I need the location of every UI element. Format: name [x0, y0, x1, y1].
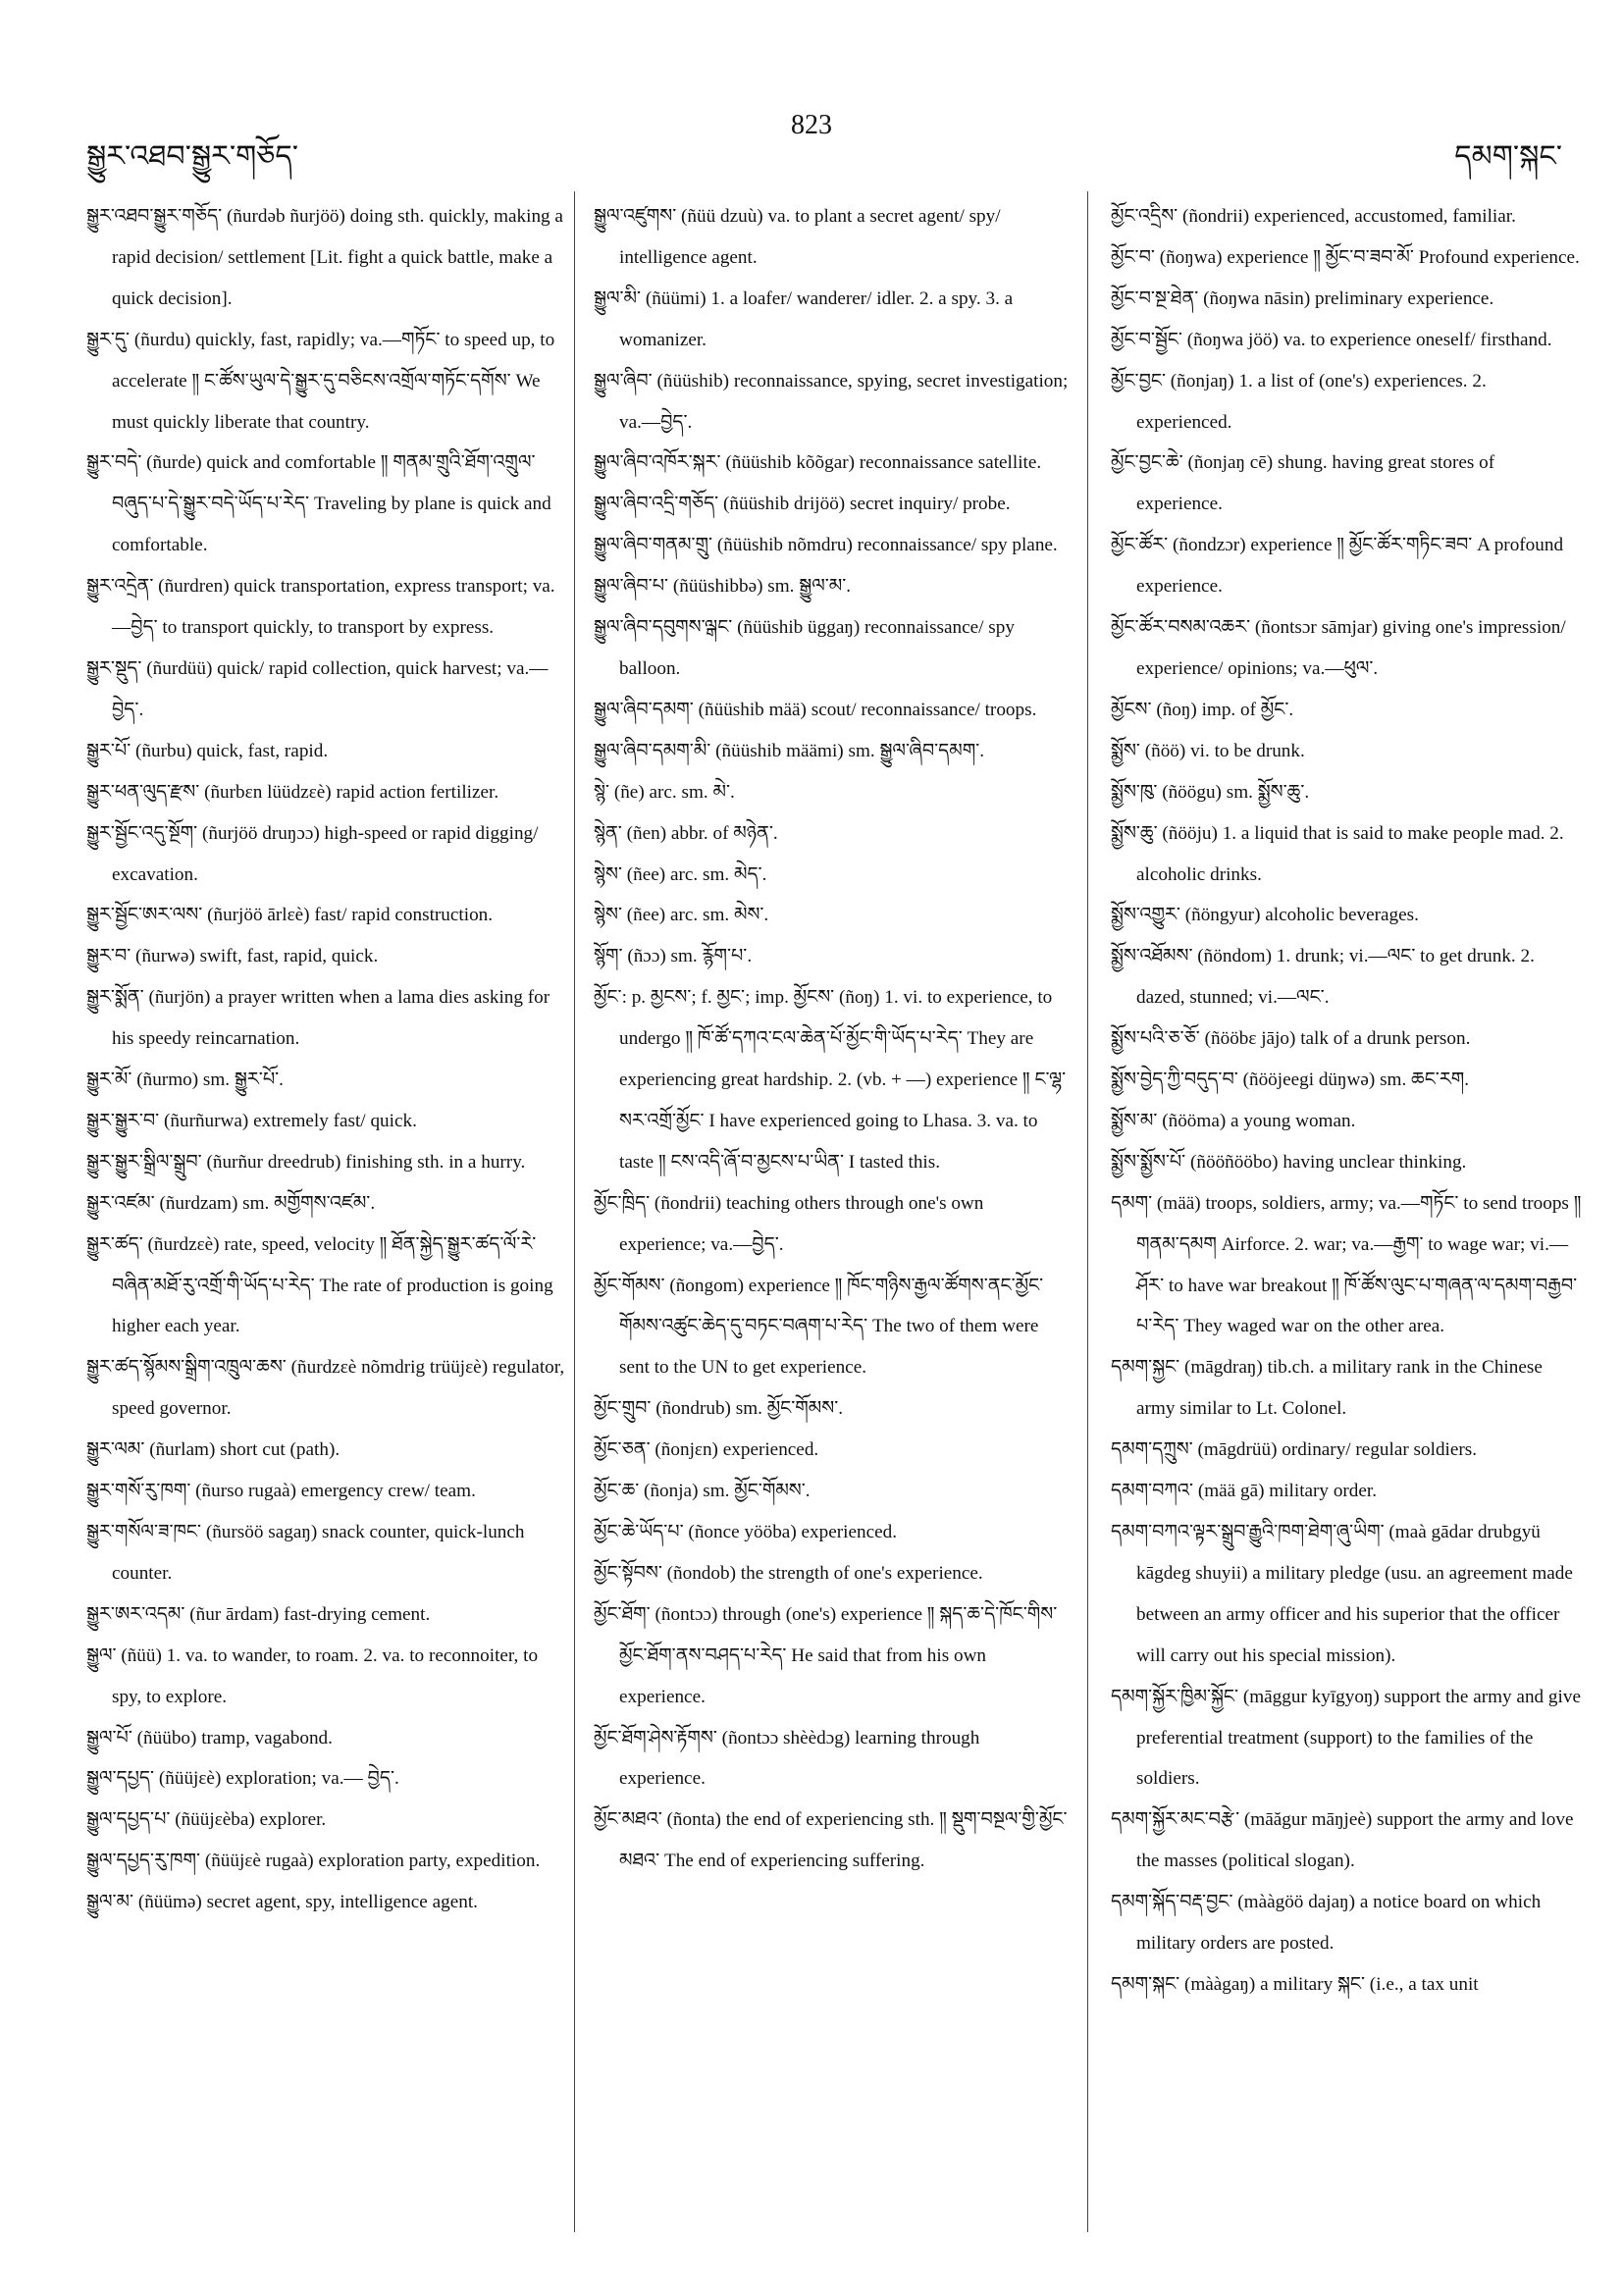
dictionary-entry: སྒྱུར་སྦྱོང་འདུ་སྔོག་ (ñurjöö druŋɔɔ) high-speed or rapid digging/ excavation. — [86, 822, 539, 885]
dictionary-entry: སྒྱུལ་ཞིབ་དམག་ (ñüüshib mää) scout/ reconnaissance/ troops. — [594, 699, 1037, 720]
dictionary-entry: སྒྱུར་ལམ་ (ñurlam) short cut (path). — [86, 1439, 340, 1461]
dictionary-entry: མྱོང་བ་སྦྱོང་ (ñoŋwa jöö) va. to experience oneself/ firsthand. — [1111, 329, 1552, 350]
dictionary-entry: མྱོང་མཐའ་ (ñonta) the end of experiencing sth. ༎ སྡུག་བསྔལ་གྱི་མྱོང་མཐའ་ The end of experiencing suffering. — [594, 1809, 1068, 1872]
dictionary-entry: སྨྱོས་པའི་ཅ་ཅོ་ (ñööbɛ jājo) talk of a drunk person. — [1111, 1028, 1471, 1050]
dictionary-entry: མྱོང་ཚོར་བསམ་འཆར་ (ñontsɔr sāmjar) giving one's impression/ experience/ opinions; va.—ཕུལ་. — [1111, 617, 1566, 679]
dictionary-entry: མྱོང་འདྲིས་ (ñondrii) experienced, accustomed, familiar. — [1111, 206, 1516, 227]
dictionary-entry: སྙེས་ (ñee) arc. sm. མེད་. — [594, 863, 767, 885]
column-divider — [574, 191, 575, 2232]
dictionary-entry: སྒྱུལ་པོ་ (ñüübo) tramp, vagabond. — [86, 1727, 333, 1748]
dictionary-entry: སྒྱུལ་ཞིབ་འཁོར་སྐར་ (ñüüshib kõõgar) reconnaissance satellite. — [594, 452, 1042, 474]
page-header — [0, 110, 1623, 173]
dictionary-entry: སྒྱུར་བ་ (ñurwə) swift, fast, rapid, quick. — [86, 946, 379, 967]
dictionary-entry: སྒྱུལ་འཛུགས་ (ñüü dzuù) va. to plant a secret agent/ spy/ intelligence agent. — [594, 206, 1001, 268]
dictionary-entry: སྒྱུར་སྒྱུར་སྒྲིལ་སྒྲུབ་ (ñurñur dreedrub) finishing sth. in a hurry. — [86, 1151, 526, 1173]
dictionary-entry: མྱོང་བྱང་ཆེ་ (ñonjaŋ cē) shung. having great stores of experience. — [1111, 452, 1495, 515]
dictionary-entry: སྒྱུལ་མི་ (ñüümi) 1. a loafer/ wanderer/ idler. 2. a spy. 3. a womanizer. — [594, 287, 1014, 350]
dictionary-entry: སྒྱུལ་ཞིབ་དམག་མི་ (ñüüshib määmi) sm. སྒྱུལ་ཞིབ་དམག་. — [594, 740, 985, 761]
column-divider — [1087, 191, 1088, 2232]
dictionary-entry: སྙོག་ (ñɔɔ) sm. རྙོག་པ་. — [594, 946, 753, 967]
dictionary-entry: སྒྱུར་འདྲེན་ (ñurdren) quick transportation, express transport; va.—བྱེད་ to transport quickly, to transport by express. — [86, 576, 555, 639]
right-running-headword: དམག་སྐང་ — [1454, 140, 1562, 173]
dictionary-entry: མྱོང་ཚོར་ (ñondzɔr) experience ༎ མྱོང་ཚོར་གཏིང་ཟབ་ A profound experience. — [1111, 535, 1564, 598]
dictionary-entry: མྱོང་ཆེ་ཡོད་པ་ (ñonce yööba) experienced. — [594, 1522, 897, 1542]
dictionary-entry: སྒྱུར་འཐབ་སྒྱུར་གཅོད་ (ñurdəb ñurjöö) doing sth. quickly, making a rapid decision/ settlement [Lit. fight a quick battle, make a quick decision]. — [86, 206, 563, 309]
dictionary-entry: སྨྱོས་བྱེད་ཀྱི་བདུད་བ་ (ñööjeegi düŋwə) sm. ཆང་རག. — [1111, 1070, 1470, 1091]
dictionary-entry: སྒྱུལ་ཞིབ་པ་ (ñüüshibbə) sm. སྒྱུལ་མ་. — [594, 576, 852, 598]
dictionary-entry: མྱོང་ཐོག་ (ñontɔɔ) through (one's) experience ༎ སྐད་ཆ་དེ་ཁོང་གིས་མྱོང་ཐོག་ནས་བཤད་པ་རེད་ He said that from his own experience. — [594, 1603, 1058, 1707]
dictionary-entry: དམག་ (mää) troops, soldiers, army; va.—གཏོང་ to send troops ༎ གནམ་དམག Airforce. 2. war; va.—རྒྱག་ to wage war; vi.—ཤོར་ to have war breakout ༎ ཁོ་ཚོས་ལུང་པ་གཞན་ལ་དམག་བརྒྱབ་པ་རེད་ They waged war on the other area. — [1111, 1192, 1582, 1337]
dictionary-entry: སྒྱུལ་ཞིབ་གནམ་གྲུ་ (ñüüshib nõmdru) reconnaissance/ spy plane. — [594, 535, 1058, 556]
column-2 — [594, 196, 1071, 2276]
dictionary-entry: དམག་སྐོད་བརྡ་བྱང་ (mààgöö dajaŋ) a notice board on which military orders are posted. — [1111, 1892, 1542, 1955]
dictionary-entry: དམག་སྐང་ (mààgaŋ) a military སྐང་ (i.e., a tax unit — [1111, 1973, 1479, 1995]
dictionary-entry: སྒྱུར་གསོལ་ཟ་ཁང་ (ñursöö sagaŋ) snack counter, quick-lunch counter. — [86, 1522, 525, 1584]
dictionary-entry: མྱོང་ཐོག་ཤེས་རྟོགས་ (ñontɔɔ shèèdɔg) learning through experience. — [594, 1727, 980, 1790]
dictionary-entry: སྒྱུལ་དཔྱད་པ་ (ñüüjɛèba) explorer. — [86, 1809, 327, 1831]
dictionary-entry: སྒྱུར་གསོ་རུ་ཁག་ (ñurso rugaà) emergency crew/ team. — [86, 1481, 476, 1502]
dictionary-entry: སྒྱུར་ཚད་སྙོམས་སྒྲིག་འཁྲུལ་ཆས་ (ñurdzɛè nõmdrig trüüjɛè) regulator, speed governor. — [86, 1357, 565, 1420]
dictionary-entry: མྱོང་: p. མྱངས་; f. མྱང་; imp. མྱོངས་ (ñoŋ) 1. vi. to experience, to undergo ༎ ཁོ་ཚོ་དཀའ་ངལ་ཆེན་པོ་མྱོང་གི་ཡོད་པ་རེད་ They are experiencing great hardship. 2. (vb. + —) experience ༎ ང་ལྷ་སར་འགྲོ་མྱོང་ I have experienced going to Lhasa. 3. va. to taste ༎ ངས་འདི་ཞོ་བ་མྱངས་པ་ཡིན་ I tasted this. — [594, 987, 1067, 1173]
dictionary-entry: དམག་སྐྱང་ (māgdraŋ) tib.ch. a military rank in the Chinese army similar to Lt. Colonel. — [1111, 1357, 1543, 1420]
dictionary-entry: སྒྱུལ་ཞིབ་འདྲི་གཅོད་ (ñüüshib drijöö) secret inquiry/ probe. — [594, 494, 1011, 515]
dictionary-entry: སྨྱོས་འགྱུར་ (ñöngyur) alcoholic beverages. — [1111, 905, 1419, 926]
dictionary-entry: སྒྱུར་དུ་ (ñurdu) quickly, fast, rapidly; va.—གཏོང་ to speed up, to accelerate ༎ ང་ཚོས་ཡུལ་དེ་སྒྱུར་དུ་བཅིངས་འགྲོལ་གཏོང་དགོས་ We must quickly liberate that country. — [86, 329, 555, 433]
dictionary-entry: སྙེ་ (ñe) arc. sm. མེ་. — [594, 781, 735, 803]
dictionary-entry: མྱོང་སྟོབས་ (ñondob) the strength of one's experience. — [594, 1562, 983, 1584]
dictionary-entry: མྱོང་ཆ་ (ñonja) sm. མྱོང་གོམས་. — [594, 1481, 811, 1502]
dictionary-entry: མྱོང་བྱང་ (ñonjaŋ) 1. a list of (one's) experiences. 2. experienced. — [1111, 370, 1487, 433]
dictionary-entry: དམག་སྐྱོར་མང་བརྩེ་ (māăgur māŋjeè) support the army and love the masses (political slogan). — [1111, 1809, 1574, 1872]
dictionary-entry: སྨྱོས་ཁུ་ (ñöögu) sm. སྨྱོས་ཆུ་. — [1111, 781, 1310, 803]
dictionary-entry: སྒྱུར་ཨར་འདམ་ (ñur ārdam) fast-drying cement. — [86, 1603, 431, 1625]
dictionary-entry: སྨྱོས་ཆུ་ (ñööju) 1. a liquid that is said to make people mad. 2. alcoholic drinks. — [1111, 822, 1564, 885]
dictionary-entry: མྱོངས་ (ñoŋ) imp. of མྱོང་. — [1111, 699, 1294, 720]
dictionary-entry: སྒྱུར་སྒྱུར་བ་ (ñurñurwa) extremely fast/ quick. — [86, 1110, 417, 1131]
dictionary-entry: སྒྱུར་འཛམ་ (ñurdzam) sm. མགྱོགས་འཛམ་. — [86, 1192, 376, 1214]
dictionary-entry: སྒྱུར་སྡུད་ (ñurdüü) quick/ rapid collection, quick harvest; va.—བྱེད་. — [86, 657, 549, 720]
dictionary-entry: སྨྱོས་ (ñöö) vi. to be drunk. — [1111, 740, 1305, 761]
dictionary-entry: དམག་བཀའ་ལྟར་སྒྲུབ་རྒྱུའི་ཁག་ཐེག་ཞུ་ཡིག་ (maà gādar drubgyü kāgdeg shuyii) a military pledge (usu. an agreement made between an army officer and his superior that the officer will carry out his special mission). — [1111, 1522, 1573, 1666]
dictionary-entry: སྒྱུལ་མ་ (ñüümə) secret agent, spy, intelligence agent. — [86, 1892, 478, 1913]
dictionary-entry: སྙེན་ (ñen) abbr. of མཉེན་. — [594, 822, 778, 844]
dictionary-entry: སྒྱུལ་ཞིབ་དབུགས་ལྒང་ (ñüüshib üggaŋ) reconnaissance/ spy balloon. — [594, 617, 1015, 679]
dictionary-entry: མྱོང་གོམས་ (ñongom) experience ༎ ཁོང་གཉིས་རྒྱལ་ཚོགས་ནང་མྱོང་གོམས་འཚུང་ཆེད་དུ་བཏང་བཞག་པ་རེད་ The two of them were sent to the UN to get experience. — [594, 1275, 1044, 1379]
dictionary-entry: སྒྱུལ་ (ñüü) 1. va. to wander, to roam. 2. va. to reconnoiter, to spy, to explore. — [86, 1644, 539, 1707]
dictionary-entry: སྨྱོས་འཐོམས་ (ñöndom) 1. drunk; vi.—ལང་ to get drunk. 2. dazed, stunned; vi.—ལང་. — [1111, 946, 1535, 1009]
dictionary-entry: སྒྱུར་ཚད་ (ñurdzɛè) rate, speed, velocity ༎ ཐོན་སྐྱེད་སྒྱུར་ཚད་ལོ་རེ་བཞིན་མཐོ་རུ་འགྲོ་གི་ཡོད་པ་རེད་ The rate of production is going higher each year. — [86, 1233, 553, 1337]
dictionary-entry: སྒྱུར་བདེ་ (ñurde) quick and comfortable ༎ གནམ་གྲུའི་ཐོག་འགྲུལ་བཞུད་པ་དེ་སྒྱུར་བདེ་ཡོད་པ་རེད་ Traveling by plane is quick and comfortable. — [86, 452, 551, 556]
dictionary-entry: སྒྱུལ་དཔྱད་ (ñüüjɛè) exploration; va.— བྱེད་. — [86, 1768, 399, 1790]
dictionary-entry: མྱོང་བ་ (ñoŋwa) experience ༎ མྱོང་བ་ཟབ་མོ་ Profound experience. — [1111, 246, 1580, 268]
page-number: 823 — [791, 110, 832, 140]
dictionary-entry: སྒྱུར་པོ་ (ñurbu) quick, fast, rapid. — [86, 740, 329, 761]
dictionary-entry: དམག་བཀའ་ (mää gā) military order. — [1111, 1481, 1378, 1502]
dictionary-entry: སྒྱུལ་ཞིབ་ (ñüüshib) reconnaissance, spying, secret investigation; va.—བྱེད་. — [594, 370, 1069, 433]
column-1 — [86, 196, 567, 2276]
dictionary-entry: སྒྱུལ་དཔྱད་རུ་ཁག་ (ñüüjɛè rugaà) exploration party, expedition. — [86, 1851, 541, 1872]
dictionary-entry: སྒྱུར་ཕན་ལུད་རྫས་ (ñurbɛn lüüdzɛè) rapid action fertilizer. — [86, 781, 499, 803]
dictionary-entry: སྨྱོས་སྨྱོས་པོ་ (ñööñööbo) having unclear thinking. — [1111, 1151, 1467, 1173]
dictionary-entry: སྨྱོས་མ་ (ñööma) a young woman. — [1111, 1110, 1356, 1131]
dictionary-entry: མྱོང་ཁྲིད་ (ñondrii) teaching others through one's own experience; va.—བྱེད་. — [594, 1192, 984, 1255]
dictionary-entry: དམག་སྐྱོར་ཁྱིམ་སྐྱོང་ (māggur kyīgyoŋ) support the army and give preferential treatment (support) to the families of the soldiers. — [1111, 1686, 1581, 1790]
dictionary-entry: སྒྱུར་སྦྱོང་ཨར་ལས་ (ñurjöö ārlɛè) fast/ rapid construction. — [86, 905, 494, 926]
dictionary-entry: མྱོང་བ་སྔ་ཐེན་ (ñoŋwa nāsin) preliminary experience. — [1111, 287, 1494, 309]
dictionary-entry: མྱོང་གྲུབ་ (ñondrub) sm. མྱོང་གོམས་. — [594, 1398, 844, 1420]
dictionary-entry: སྒྱུར་མོ་ (ñurmo) sm. སྒྱུར་པོ་. — [86, 1070, 284, 1091]
column-3 — [1111, 196, 1582, 2276]
dictionary-entry: དམག་དཀྲུས་ (māgdrüü) ordinary/ regular soldiers. — [1111, 1439, 1478, 1461]
dictionary-entry: སྒྱུར་སྨོན་ (ñurjön) a prayer written when a lama dies asking for his speedy reincarnation. — [86, 987, 550, 1050]
dictionary-entry: མྱོང་ཅན་ (ñonjɛn) experienced. — [594, 1439, 819, 1461]
dictionary-entry: སྙེས་ (ñee) arc. sm. མེས་. — [594, 905, 769, 926]
left-running-headword: སྒྱུར་འཐབ་སྒྱུར་གཅོད་ — [86, 140, 298, 173]
